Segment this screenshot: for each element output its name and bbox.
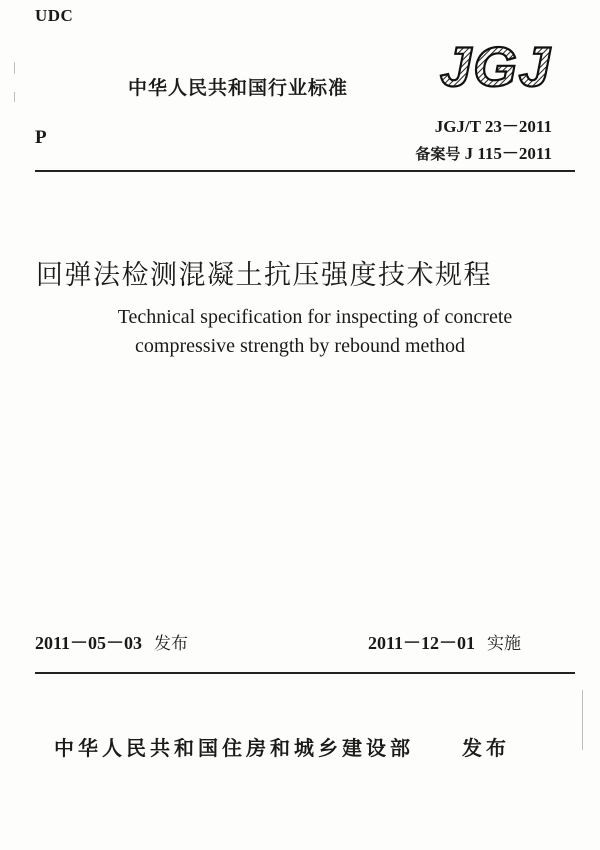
jgj-logo-icon <box>437 34 555 96</box>
publisher-name: 中华人民共和国住房和城乡建设部 <box>54 736 414 760</box>
top-divider <box>35 170 575 172</box>
issue-date-line <box>35 629 188 655</box>
filing-number-line <box>415 139 552 164</box>
filing-number: J 115－2011 <box>464 144 552 163</box>
bottom-divider <box>35 672 575 674</box>
scan-artifact <box>582 690 583 750</box>
standard-number: JGJ/T 23－2011 <box>434 117 552 136</box>
publisher-action: 发布 <box>462 736 510 760</box>
scan-artifact <box>14 62 15 74</box>
english-title-line2: compressive strength by rebound method <box>135 335 465 357</box>
filing-label: 备案号 <box>415 145 461 163</box>
classification-letter: P <box>35 127 47 148</box>
english-title <box>0 303 600 361</box>
english-title-line1: Technical specification for inspecting of concrete <box>117 306 513 328</box>
issue-date: 2011－05－03 <box>35 633 143 653</box>
implement-date-line <box>368 629 521 655</box>
chinese-title: 回弹法检测混凝土抗压强度技术规程 <box>36 260 492 291</box>
scan-artifact <box>14 92 15 102</box>
svg-text:JGJ: JGJ <box>440 35 552 96</box>
implement-label: 实施 <box>487 634 522 654</box>
standard-type-title: 中华人民共和国行业标准 <box>128 77 349 99</box>
implement-date: 2011－12－01 <box>368 633 476 653</box>
jgj-logo <box>437 34 555 96</box>
issue-label: 发布 <box>154 634 189 654</box>
udc-label: UDC <box>35 6 74 25</box>
